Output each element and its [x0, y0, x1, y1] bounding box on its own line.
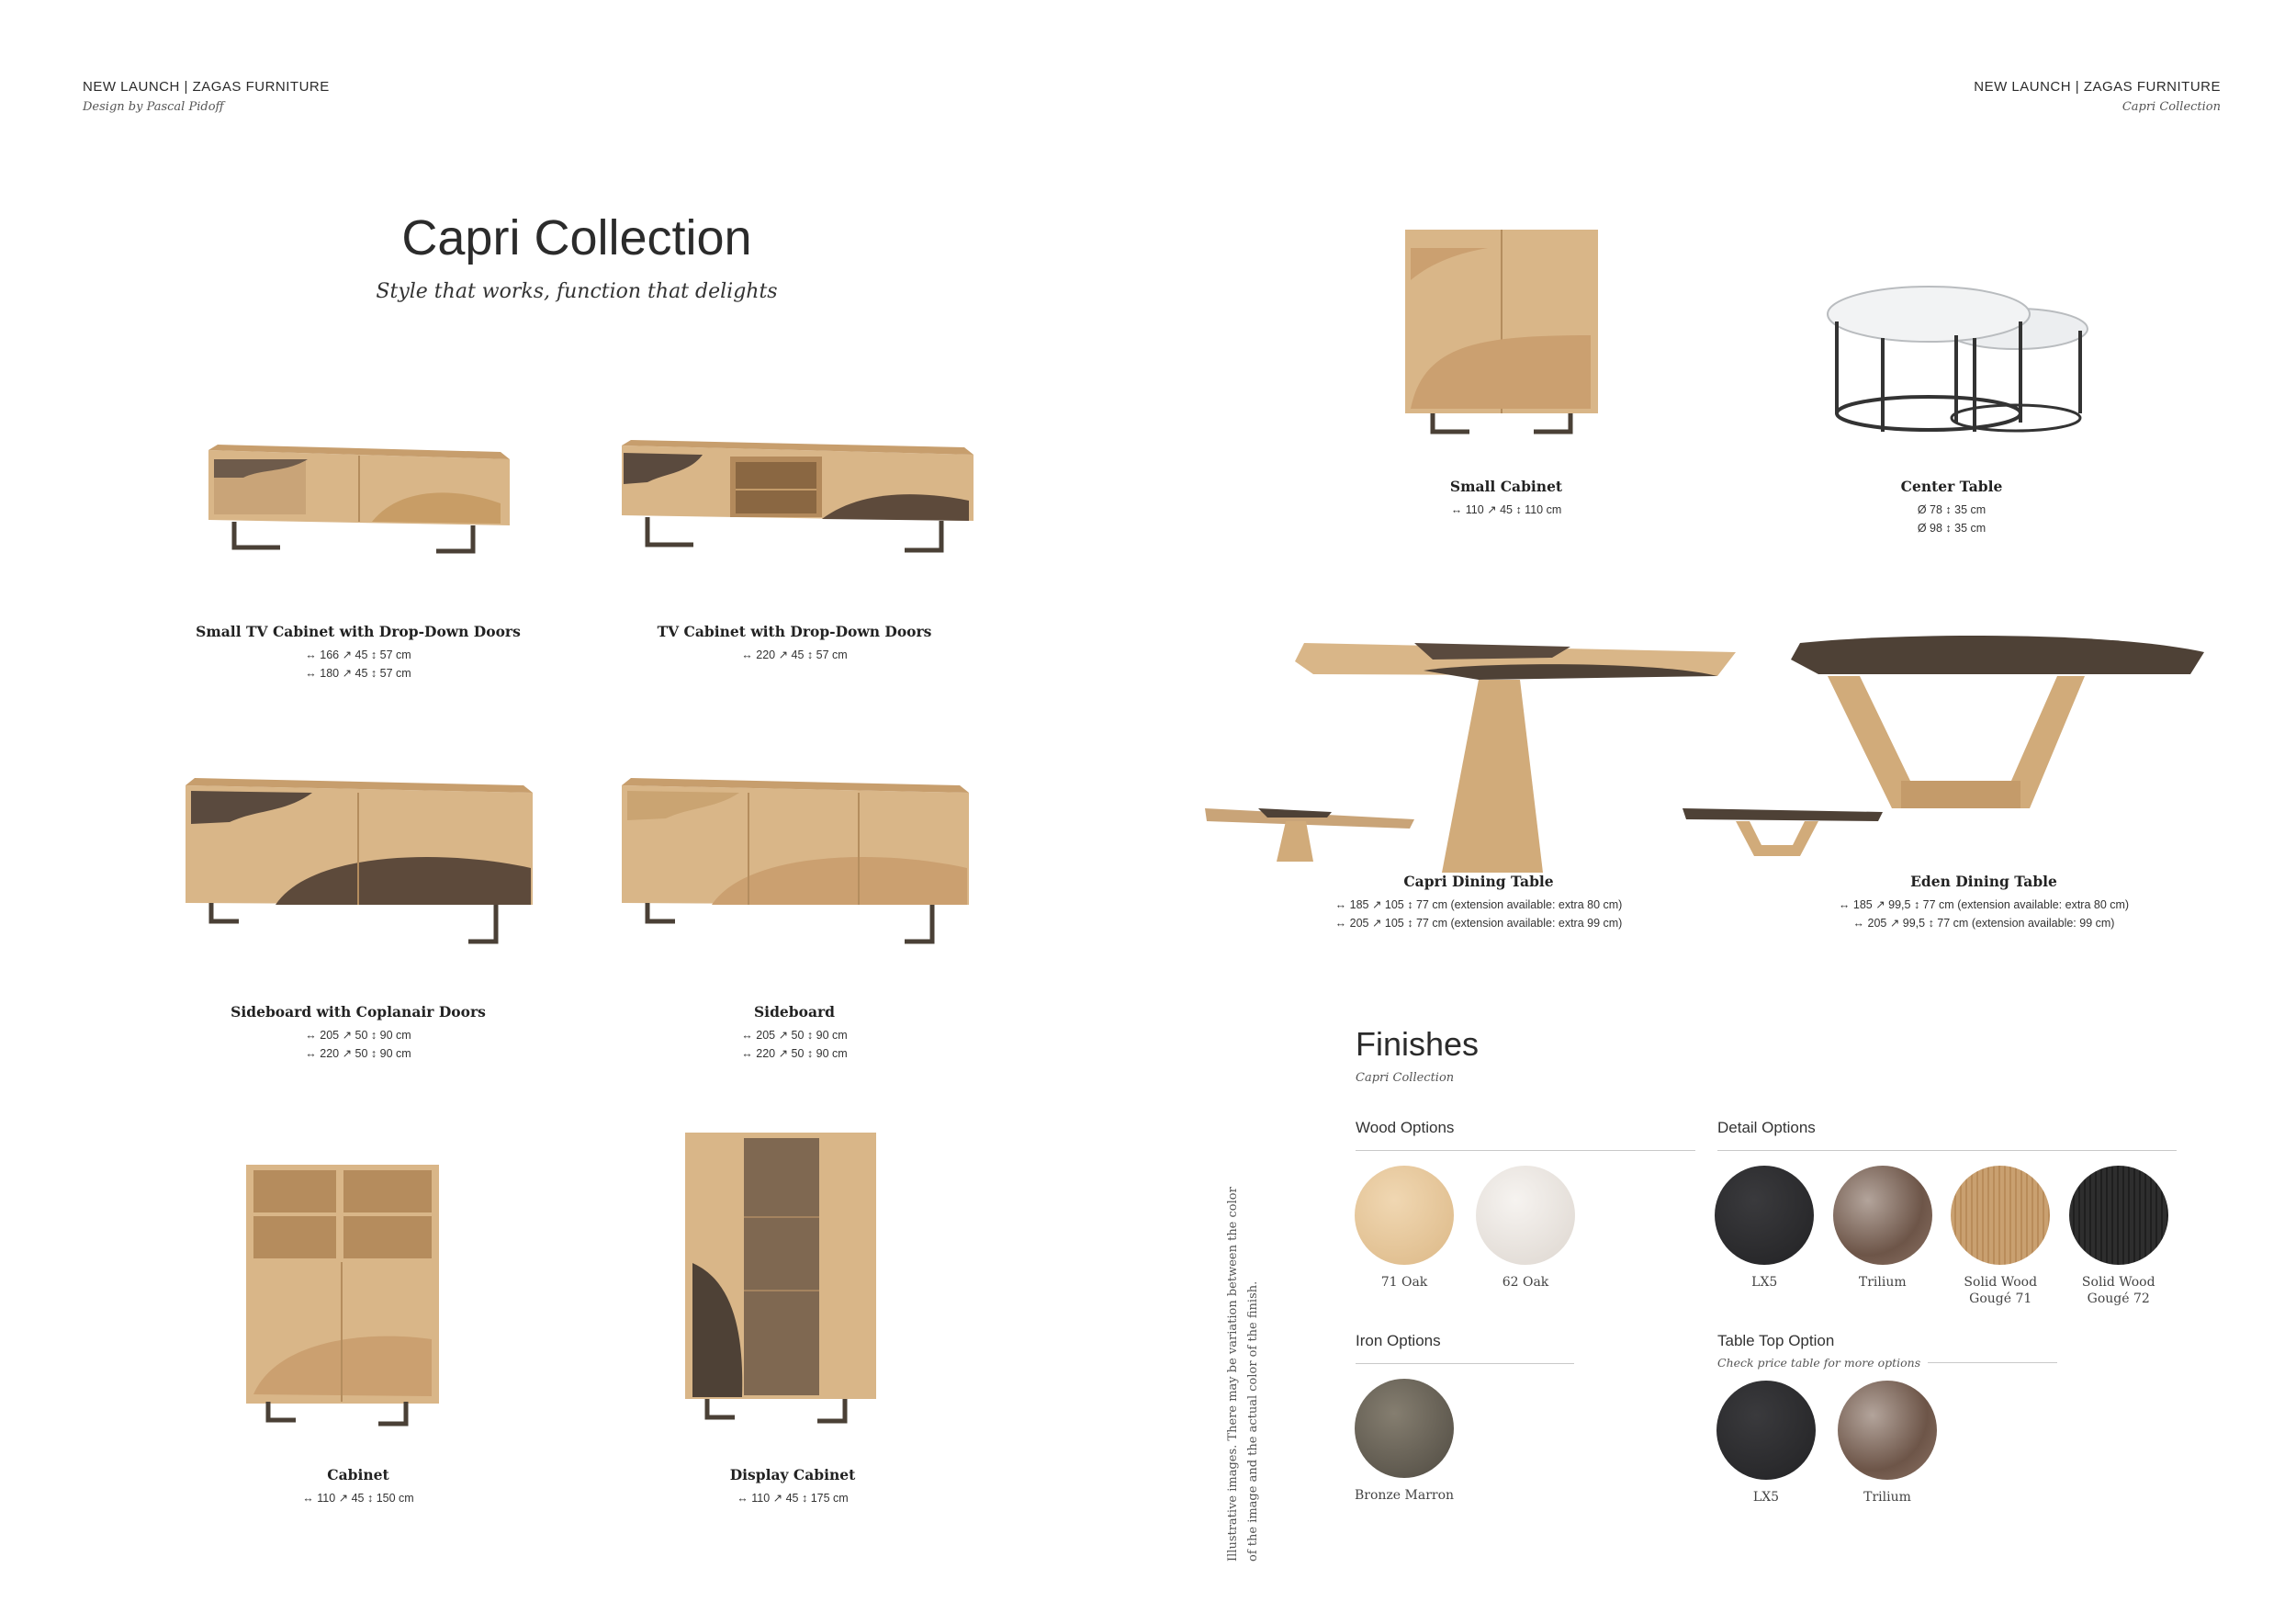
- dim-line: Ø 78 ↕ 35 cm: [1917, 503, 1986, 516]
- collection-title: Capri Collection: [401, 210, 752, 265]
- product-name: Eden Dining Table: [1910, 873, 2057, 890]
- display-cabinet-image: [680, 1125, 882, 1438]
- product-dimensions: [174, 1489, 542, 1507]
- swatch-circle: [1716, 1381, 1816, 1480]
- wood-options-group: [1356, 1119, 1695, 1291]
- eden-dining-table-card: [1708, 873, 2259, 932]
- product-dimensions: [609, 1489, 976, 1507]
- dim-line: ↔ 110 ↗ 45 ↕ 175 cm: [737, 1492, 849, 1505]
- table-top-note: Check price table for more options: [1717, 1356, 1921, 1370]
- finishes-section: [1356, 1025, 1479, 1085]
- small-tv-cabinet-image: [197, 432, 519, 570]
- swatch-label: Trilium: [1863, 1490, 1911, 1505]
- swatch-label: Solid Wood Gougé 72: [2081, 1275, 2155, 1306]
- iron-swatch-bronze-marron[interactable]: [1345, 1379, 1464, 1504]
- wood-swatch-71-oak[interactable]: [1345, 1166, 1464, 1291]
- swatch-label: LX5: [1752, 1490, 1780, 1505]
- capri-dining-table-image: [1203, 625, 1754, 882]
- disclaimer-text: Illustrative images. There may be variation between the color of the image and the actual color of the finish.: [1226, 1187, 1260, 1562]
- swatch-circle: [1838, 1381, 1937, 1480]
- swatch-label: Solid Wood Gougé 71: [1964, 1275, 2038, 1306]
- iron-options-group: [1356, 1332, 1574, 1504]
- finishes-subtitle: Capri Collection: [1356, 1071, 1455, 1085]
- product-name: Small TV Cabinet with Drop-Down Doors: [196, 623, 521, 640]
- dim-line: ↔ 180 ↗ 45 ↕ 57 cm: [305, 667, 411, 680]
- tv-cabinet-image: [611, 427, 983, 574]
- swatch-circle: [1355, 1166, 1454, 1265]
- left-header: [83, 79, 330, 114]
- swatch-circle: [2069, 1166, 2168, 1265]
- swatch-circle: [1715, 1166, 1814, 1265]
- capri-dining-table-card: [1203, 873, 1754, 932]
- sideboard-image: [611, 767, 978, 960]
- swatch-label: Bronze Marron: [1354, 1488, 1455, 1503]
- swatch-label: Trilium: [1858, 1275, 1907, 1290]
- dim-line: ↔ 205 ↗ 99,5 ↕ 77 cm (extension available: 99 cm): [1852, 917, 2115, 930]
- product-name: Display Cabinet: [729, 1466, 856, 1483]
- dim-line: ↔ 185 ↗ 105 ↕ 77 cm (extension available: extra 80 cm): [1334, 898, 1623, 911]
- product-dimensions: [174, 1026, 542, 1063]
- product-dimensions: [611, 1026, 978, 1063]
- table-top-swatch-lx5[interactable]: [1706, 1381, 1826, 1506]
- product-dimensions: [1708, 896, 2259, 932]
- swatch-circle: [1833, 1166, 1932, 1265]
- swatch-label: LX5: [1751, 1275, 1778, 1290]
- collection-tagline: Style that works, function that delights: [376, 280, 778, 303]
- product-dimensions: [1203, 896, 1754, 932]
- detail-swatch-solid-wood-gouge-72[interactable]: [2061, 1166, 2178, 1307]
- product-dimensions: [1805, 501, 2099, 537]
- swatch-label: 71 Oak: [1380, 1275, 1428, 1290]
- dim-line: ↔ 205 ↗ 105 ↕ 77 cm (extension available: extra 99 cm): [1334, 917, 1623, 930]
- sideboard-coplanair-card: [174, 1003, 542, 1063]
- small-cabinet-card: [1359, 478, 1653, 519]
- dim-line: ↔ 110 ↗ 45 ↕ 150 cm: [302, 1492, 414, 1505]
- small-tv-cabinet-card: [174, 623, 542, 682]
- center-table-image: [1818, 285, 2094, 441]
- detail-swatch-trilium[interactable]: [1825, 1166, 1941, 1307]
- right-header-subtitle: Capri Collection: [2122, 100, 2221, 114]
- divider-line: [1928, 1362, 2057, 1363]
- left-header-subtitle: Design by Pascal Pidoff: [83, 100, 224, 114]
- left-header-title: NEW LAUNCH | ZAGAS FURNITURE: [83, 79, 330, 95]
- dim-line: ↔ 166 ↗ 45 ↕ 57 cm: [305, 648, 411, 661]
- dim-line: ↔ 205 ↗ 50 ↕ 90 cm: [305, 1029, 411, 1042]
- product-name: Capri Dining Table: [1403, 873, 1554, 890]
- cabinet-card: [174, 1466, 542, 1507]
- dim-line: ↔ 220 ↗ 45 ↕ 57 cm: [741, 648, 848, 661]
- table-top-swatch-trilium[interactable]: [1828, 1381, 1947, 1506]
- wood-swatch-62-oak[interactable]: [1466, 1166, 1585, 1291]
- dim-line: Ø 98 ↕ 35 cm: [1917, 522, 1986, 535]
- table-top-option-heading: Table Top Option: [1717, 1332, 1835, 1349]
- display-cabinet-card: [609, 1466, 976, 1507]
- product-name: Sideboard with Coplanair Doors: [231, 1003, 486, 1021]
- dim-line: ↔ 220 ↗ 50 ↕ 90 cm: [741, 1047, 848, 1060]
- dim-line: ↔ 185 ↗ 99,5 ↕ 77 cm (extension available: extra 80 cm): [1838, 898, 2130, 911]
- product-name: Small Cabinet: [1449, 478, 1563, 495]
- sideboard-card: [611, 1003, 978, 1063]
- small-cabinet-image: [1396, 225, 1607, 436]
- dim-line: ↔ 205 ↗ 50 ↕ 90 cm: [741, 1029, 848, 1042]
- tv-cabinet-card: [611, 623, 978, 664]
- swatch-label: 62 Oak: [1502, 1275, 1549, 1290]
- product-dimensions: [1359, 501, 1653, 519]
- iron-options-heading: Iron Options: [1356, 1332, 1574, 1364]
- detail-options-heading: Detail Options: [1717, 1119, 2177, 1151]
- product-dimensions: [174, 646, 542, 682]
- product-name: Center Table: [1900, 478, 2003, 495]
- product-dimensions: [611, 646, 978, 664]
- sideboard-coplanair-image: [174, 767, 542, 960]
- swatch-circle: [1355, 1379, 1454, 1478]
- dim-line: ↔ 220 ↗ 50 ↕ 90 cm: [305, 1047, 411, 1060]
- detail-swatch-lx5[interactable]: [1706, 1166, 1823, 1307]
- swatch-circle: [1951, 1166, 2050, 1265]
- finishes-title: Finishes: [1356, 1025, 1480, 1063]
- right-header: [1974, 79, 2221, 114]
- product-name: TV Cabinet with Drop-Down Doors: [657, 623, 932, 640]
- swatch-circle: [1476, 1166, 1575, 1265]
- product-name: Sideboard: [753, 1003, 835, 1021]
- cabinet-image: [241, 1156, 452, 1431]
- eden-dining-table-image: [1681, 625, 2213, 882]
- dim-line: ↔ 110 ↗ 45 ↕ 110 cm: [1450, 503, 1562, 516]
- center-table-card: [1805, 478, 2099, 537]
- table-top-option-group: [1717, 1332, 2057, 1506]
- product-name: Cabinet: [327, 1466, 389, 1483]
- wood-options-heading: Wood Options: [1356, 1119, 1695, 1151]
- detail-swatch-solid-wood-gouge-71[interactable]: [1942, 1166, 2059, 1307]
- detail-options-group: [1717, 1119, 2177, 1307]
- right-header-title: NEW LAUNCH | ZAGAS FURNITURE: [1974, 79, 2221, 95]
